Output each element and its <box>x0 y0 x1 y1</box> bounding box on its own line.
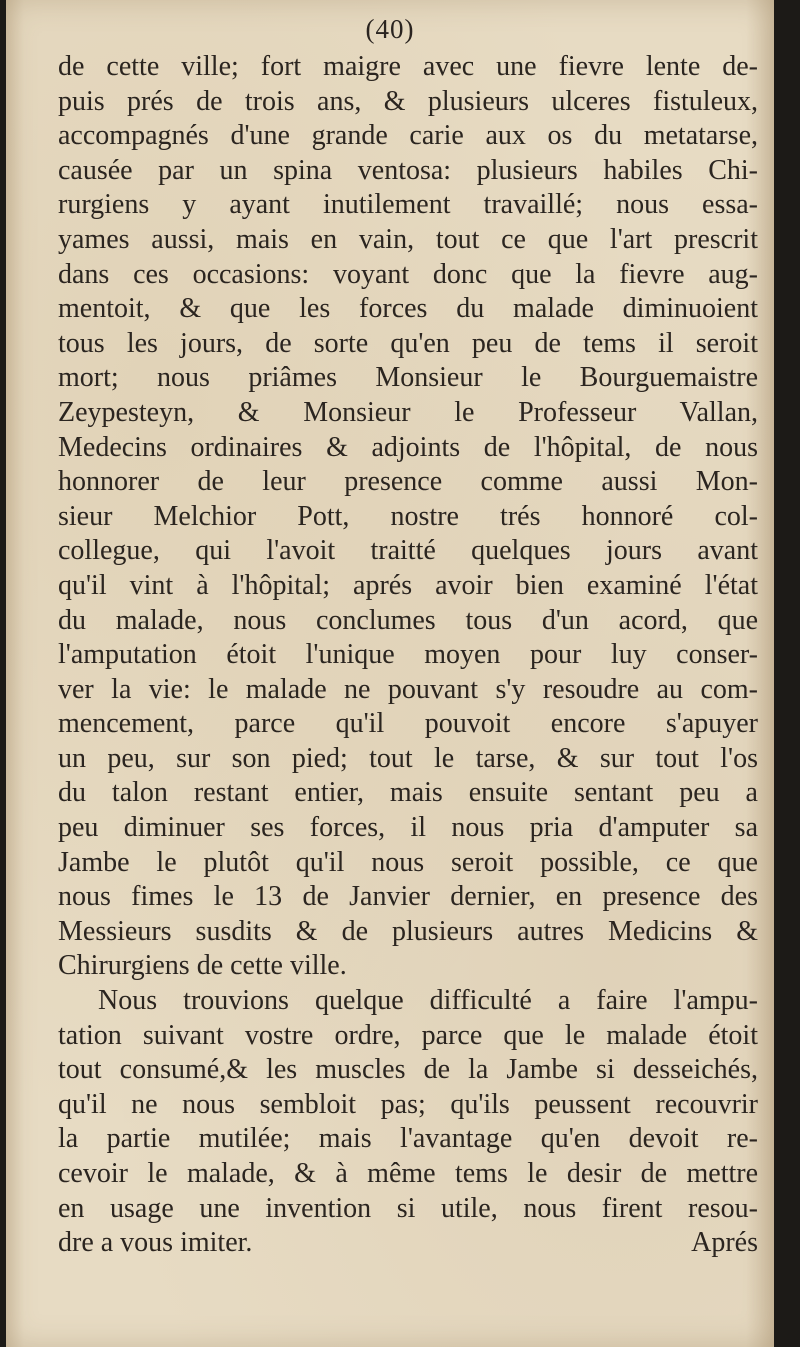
text-line: Zeypesteyn, & Monsieur le Professeur Vallan, <box>58 396 758 428</box>
catchword: Aprés <box>691 1227 758 1259</box>
text-line: causée par un spina ventosa: plusieurs habiles Chi- <box>58 154 758 186</box>
book-page <box>6 0 774 1347</box>
text-line: du malade, nous conclumes tous d'un acord, que <box>58 604 758 636</box>
text-line: rurgiens y ayant inutilement travaillé; nous essa- <box>58 189 758 221</box>
text-line: cevoir le malade, & à même tems le desir de mettre <box>58 1158 758 1189</box>
text-line: Jambe le plutôt qu'il nous seroit possible, ce que <box>58 846 758 878</box>
text-line: un peu, sur son pied; tout le tarse, & sur tout l'os <box>58 742 758 774</box>
text-line: dre a vous imiter. <box>58 1227 253 1259</box>
text-line: accompagnés d'une grande carie aux os du metatarse, <box>58 120 758 152</box>
text-line: de cette ville; fort maigre avec une fievre lente de- <box>58 51 758 82</box>
page-body <box>58 50 758 1261</box>
final-line-with-catchword <box>58 1226 758 1261</box>
text-line: qu'il ne nous sembloit pas; qu'ils peussent recouvrir <box>58 1088 758 1120</box>
text-line: du talon restant entier, mais ensuite sentant peu a <box>58 777 758 809</box>
text-line: tous les jours, de sorte qu'en peu de tems il seroit <box>58 327 758 359</box>
text-line: mentoit, & que les forces du malade diminuoient <box>58 293 758 325</box>
text-line: mort; nous priâmes Monsieur le Bourguemaistre <box>58 362 758 394</box>
paragraph-2 <box>58 984 758 1261</box>
text-line: yames aussi, mais en vain, tout ce que l'art prescrit <box>58 223 758 255</box>
text-line: nous fimes le 13 de Janvier dernier, en presence des <box>58 881 758 913</box>
text-line: tout consumé,& les muscles de la Jambe si desseichés, <box>58 1054 758 1086</box>
text-line: sieur Melchior Pott, nostre trés honnoré col- <box>58 500 758 532</box>
page-number: (40) <box>365 14 415 44</box>
text-line: puis prés de trois ans, & plusieurs ulceres fistuleux, <box>58 85 758 117</box>
paragraph-1 <box>58 50 758 984</box>
text-line: mencement, parce qu'il pouvoit encore s'apuyer <box>58 708 758 740</box>
text-line: Nous trouvions quelque difficulté a faire l'ampu- <box>98 985 758 1017</box>
text-line: Messieurs susdits & de plusieurs autres Medicins & <box>58 915 758 947</box>
text-line: collegue, qui l'avoit traitté quelques jours avant <box>58 535 758 567</box>
text-line: Chirurgiens de cette ville. <box>58 950 347 982</box>
text-line: en usage une invention si utile, nous firent resou- <box>58 1192 758 1224</box>
text-line: Medecins ordinaires & adjoints de l'hôpital, de nous <box>58 431 758 463</box>
text-line: dans ces occasions: voyant donc que la fievre aug- <box>58 258 758 290</box>
text-line: tation suivant vostre ordre, parce que le malade étoit <box>58 1019 758 1051</box>
text-line: l'amputation étoit l'unique moyen pour luy conser- <box>58 639 758 671</box>
text-line: honnorer de leur presence comme aussi Mon- <box>58 466 758 498</box>
text-line: qu'il vint à l'hôpital; aprés avoir bien examiné l'état <box>58 569 758 601</box>
text-line: la partie mutilée; mais l'avantage qu'en devoit re- <box>58 1123 758 1155</box>
text-line: peu diminuer ses forces, il nous pria d'amputer sa <box>58 812 758 844</box>
text-line: ver la vie: le malade ne pouvant s'y resoudre au com- <box>58 673 758 705</box>
